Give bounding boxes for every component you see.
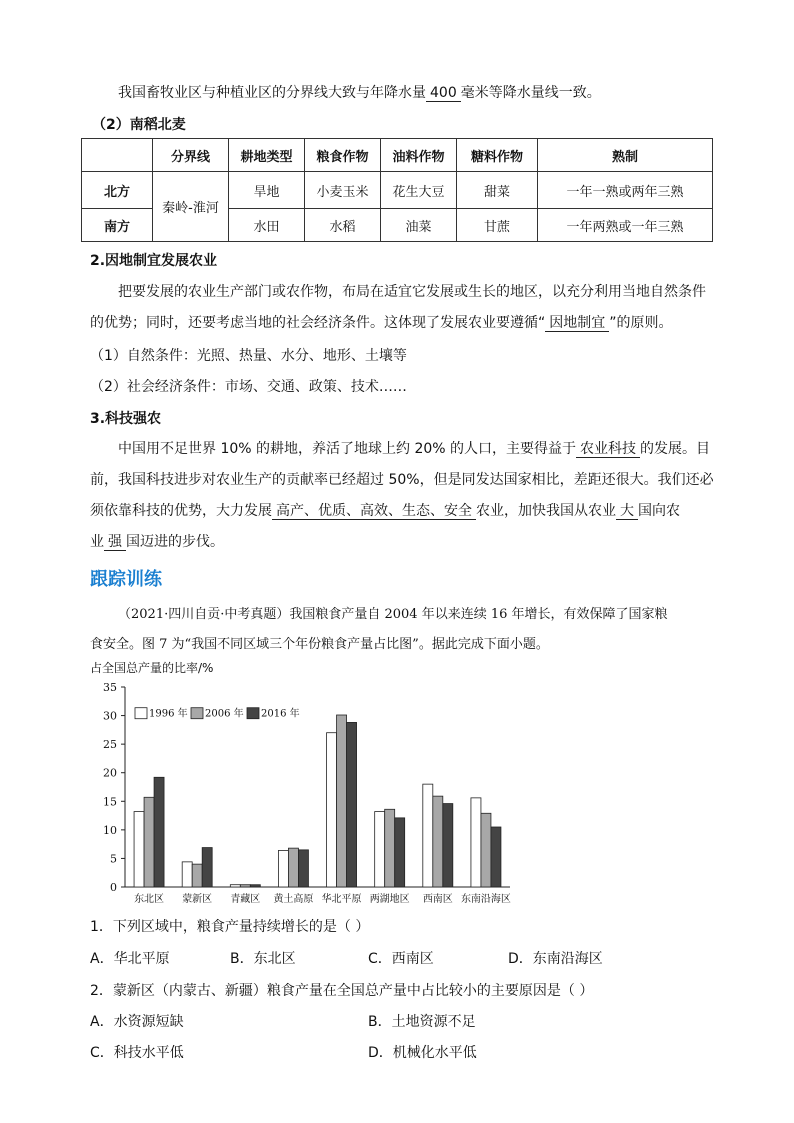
table-cell: 水稻 <box>305 209 381 242</box>
legend-swatch <box>135 708 147 719</box>
x-tick-label: 青藏区 <box>230 894 261 905</box>
question-1-stem: 1．下列区域中，粮食产量持续增长的是（ ） <box>90 919 370 935</box>
table-header-cell: 粮食作物 <box>305 139 381 172</box>
y-tick-label: 10 <box>103 823 117 837</box>
paragraph-line <box>90 531 224 551</box>
table-cell-region: 南方 <box>82 209 153 242</box>
text-segment: 毫米等降水量线一致。 <box>460 85 601 101</box>
section-heading-2: 2.因地制宜发展农业 <box>90 253 218 269</box>
section-heading-3: 3.科技强农 <box>90 411 162 427</box>
table-row <box>82 172 713 209</box>
text-segment: 国迈进的步伐。 <box>126 534 224 550</box>
table-cell-region: 北方 <box>82 172 153 209</box>
text-segment: 的优势；同时，还要考虑当地的社会经济条件。这体现了发展农业要遵循“ <box>90 315 546 331</box>
table-header-cell: 耕地类型 <box>229 139 305 172</box>
table-cell: 小麦玉米 <box>305 172 381 209</box>
north-south-table <box>81 138 713 242</box>
table-cell: 旱地 <box>229 172 305 209</box>
fill-blank: 农业科技 <box>576 441 640 458</box>
question-2-option-b[interactable]: B．土地资源不足 <box>368 1014 476 1030</box>
question-1-option-a[interactable]: A．华北平原 <box>90 951 170 967</box>
fill-blank: 400 <box>426 85 461 102</box>
table-cell: 一年一熟或两年三熟 <box>538 172 713 209</box>
question-2-option-c[interactable]: C．科技水平低 <box>90 1045 184 1061</box>
question-1-option-c[interactable]: C．西南区 <box>368 951 434 967</box>
table-cell-boundary: 秦岭-淮河 <box>153 172 229 242</box>
question-2-option-a[interactable]: A．水资源短缺 <box>90 1014 184 1030</box>
bar <box>443 804 453 887</box>
y-tick-label: 30 <box>103 709 117 723</box>
text-segment: 的发展。目 <box>640 441 711 457</box>
question-2-option-d[interactable]: D．机械化水平低 <box>368 1045 477 1061</box>
table-cell: 甜菜 <box>457 172 538 209</box>
table-header-cell: 糖料作物 <box>457 139 538 172</box>
x-tick-label: 西南区 <box>422 894 453 905</box>
table-cell: 甘蔗 <box>457 209 538 242</box>
y-tick-label: 20 <box>103 766 117 780</box>
y-tick-label: 25 <box>103 738 117 752</box>
y-tick-label: 35 <box>103 681 117 694</box>
text-segment: 业 <box>90 534 104 550</box>
legend-label: 2006 年 <box>205 708 244 720</box>
table-cell: 花生大豆 <box>381 172 457 209</box>
bar <box>347 722 357 887</box>
bar <box>481 813 491 887</box>
fill-blank: 高产、优质、高效、生态、安全 <box>272 503 476 520</box>
y-tick-label: 15 <box>103 795 117 809</box>
bar <box>433 796 443 887</box>
table-cell: 水田 <box>229 209 305 242</box>
table-header-row <box>82 139 713 172</box>
paragraph-line <box>90 500 680 520</box>
section-title-tracking-training: 跟踪训练 <box>90 569 162 590</box>
bar <box>182 862 192 887</box>
bar <box>154 777 164 887</box>
fill-blank: 因地制宜 <box>545 315 609 332</box>
table-header-cell <box>82 139 153 172</box>
grain-share-bar-chart <box>90 660 530 910</box>
table-header-cell: 分界线 <box>153 139 229 172</box>
legend-label: 2016 年 <box>261 708 300 720</box>
table-cell: 一年两熟或一年三熟 <box>538 209 713 242</box>
bar <box>144 797 154 887</box>
x-tick-label: 东北区 <box>134 894 165 905</box>
subheading-rice-wheat: （2）南稻北麦 <box>92 117 186 133</box>
text-segment: 中国用不足世界 10% 的耕地，养活了地球上约 20% 的人口，主要得益于 <box>118 441 577 457</box>
question-2-stem: 2．蒙新区（内蒙古、新疆）粮食产量在全国总产量中占比较小的主要原因是（ ） <box>90 983 594 999</box>
bar <box>385 809 395 887</box>
legend-swatch <box>191 708 203 719</box>
bar <box>491 827 501 887</box>
fill-blank: 强 <box>104 534 126 551</box>
bar <box>327 733 337 887</box>
text-segment: ”的原则。 <box>609 315 673 331</box>
bar <box>471 798 481 887</box>
x-tick-label: 华北平原 <box>321 894 362 905</box>
paragraph-rainfall-line <box>118 82 601 102</box>
bar <box>337 715 347 887</box>
bar <box>240 885 250 887</box>
list-item: （1）自然条件：光照、热量、水分、地形、土壤等 <box>90 348 407 364</box>
intro-line: 食安全。图 7 为“我国不同区域三个年份粮食产量占比图”。据此完成下面小题。 <box>90 637 549 652</box>
bar <box>288 848 298 887</box>
text-segment: 农业，加快我国从农业 <box>476 503 616 519</box>
bar <box>192 864 202 887</box>
paragraph-line: 前，我国科技进步对农业生产的贡献率已经超过 50%，但是同发达国家相比，差距还很大。我们还必 <box>90 472 714 488</box>
question-1-option-b[interactable]: B．东北区 <box>230 951 296 967</box>
x-tick-label: 两湖地区 <box>369 894 410 905</box>
intro-line: （2021·四川自贡·中考真题）我国粮食产量自 2004 年以来连续 16 年增长，有效保障了国家粮 <box>118 607 668 622</box>
text-segment: 须依靠科技的优势，大力发展 <box>90 503 272 519</box>
paragraph-line: 把要发展的农业生产部门或农作物，布局在适宜它发展或生长的地区，以充分利用当地自然条件 <box>118 284 706 300</box>
bar <box>134 812 144 887</box>
paragraph-line <box>90 312 673 332</box>
table-cell: 油菜 <box>381 209 457 242</box>
question-1-option-d[interactable]: D．东南沿海区 <box>508 951 603 967</box>
fill-blank: 大 <box>616 503 638 520</box>
table-header-cell: 油料作物 <box>381 139 457 172</box>
y-axis-title: 占全国总产量的比率/% <box>90 661 214 675</box>
x-tick-label: 东南沿海区 <box>460 894 511 905</box>
legend-swatch <box>247 708 259 719</box>
bar <box>250 885 260 887</box>
bar <box>230 885 240 887</box>
x-tick-label: 黄土高原 <box>273 894 314 905</box>
bar <box>395 818 405 887</box>
list-item: （2）社会经济条件：市场、交通、政策、技术…… <box>90 379 407 395</box>
y-tick-label: 0 <box>110 881 117 894</box>
bar <box>423 784 433 887</box>
table-header-cell: 熟制 <box>538 139 713 172</box>
bar <box>298 850 308 887</box>
paragraph-line <box>118 438 710 458</box>
bar <box>278 850 288 887</box>
text-segment: 我国畜牧业区与种植业区的分界线大致与年降水量 <box>118 85 426 101</box>
bar <box>202 848 212 887</box>
bar <box>375 812 385 887</box>
legend-label: 1996 年 <box>149 708 188 720</box>
text-segment: 国向农 <box>638 503 680 519</box>
y-tick-label: 5 <box>110 852 117 866</box>
x-tick-label: 蒙新区 <box>182 894 213 905</box>
